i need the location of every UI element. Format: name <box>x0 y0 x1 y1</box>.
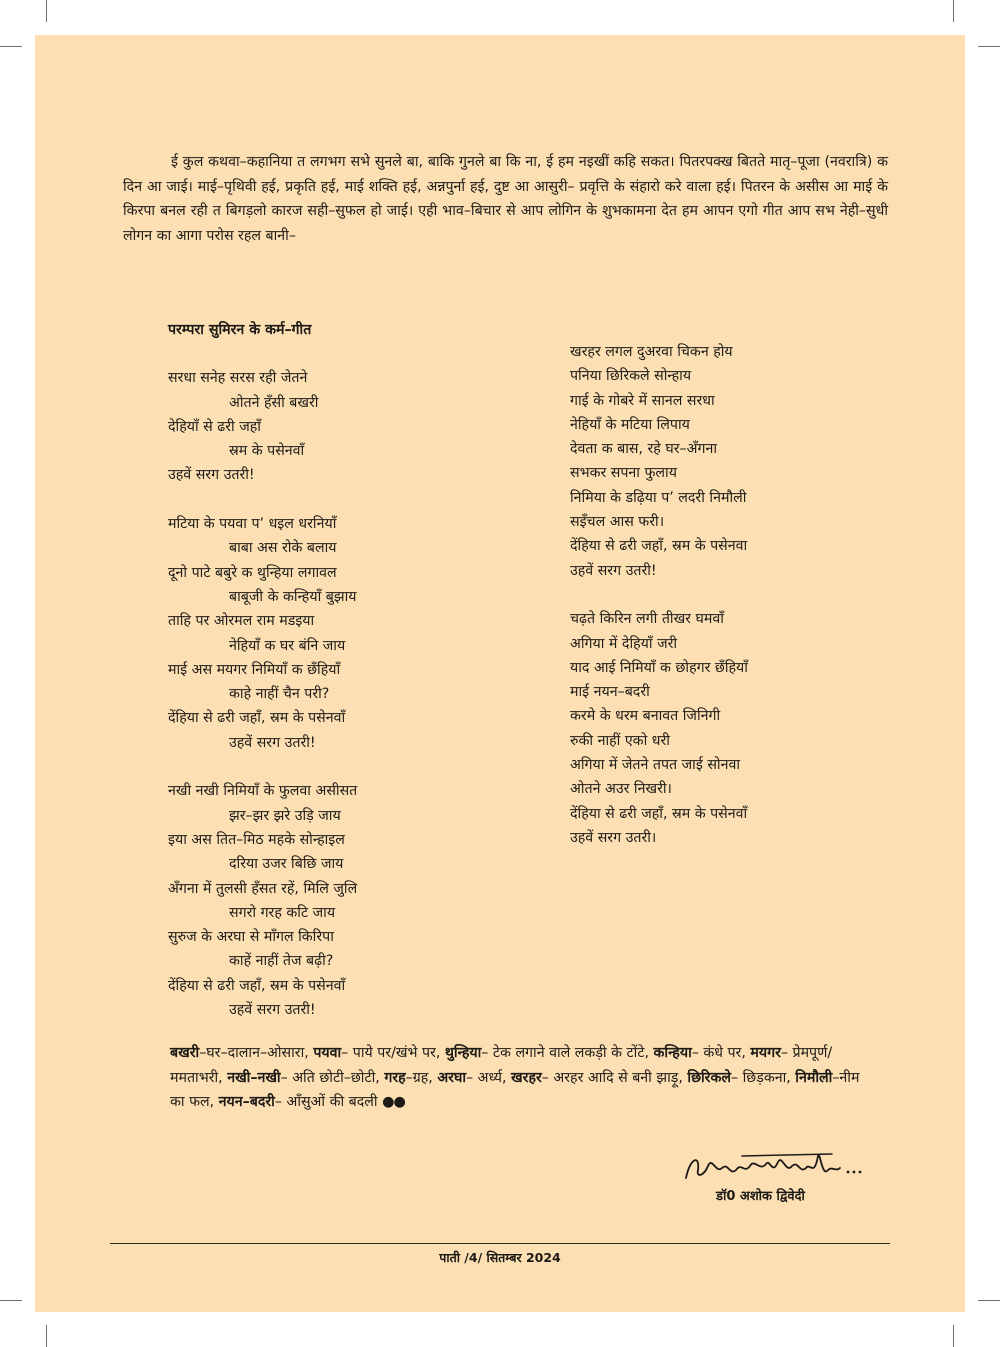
author-name: डॉ0 अशोक द्विवेदी <box>716 1189 805 1204</box>
poem-line: इया अस तित–मिठ महके सोन्हाइल <box>168 831 345 848</box>
poem-line: उहवें सरग उतरी! <box>229 734 316 751</box>
poem-line: काहे नाहीं चैन परी? <box>229 686 330 703</box>
poem-line: चढ़ते किरिन लगी तीखर घमवाँ <box>570 611 724 628</box>
poem-line: रुकी नाहीं एको धरी <box>570 732 670 749</box>
poem-right-lines <box>570 340 910 850</box>
poem-line: बाबा अस रोके बलाय <box>229 540 337 557</box>
poem-line: देंहिया से ढरी जहाँ, स्रम के पसेनवा <box>570 538 748 555</box>
poem-line <box>570 583 910 607</box>
poem-line: देहियाँ से ढरी जहाँ <box>168 418 261 435</box>
poem-line: करमे के धरम बनावत जिनिगी <box>570 708 721 725</box>
poem-line: ओतने अउर निखरी। <box>570 781 672 798</box>
glossary-term: कन्हिया <box>653 1045 692 1061</box>
poem-line: सरधा सनेह सरस रही जेतने <box>168 370 308 387</box>
poem-line: मटिया के पयवा प’ धइल धरनियाँ <box>168 516 337 533</box>
poem-line <box>168 755 528 779</box>
poem-line: झर–झर झरे उड़ि जाय <box>229 807 341 824</box>
crop-mark <box>0 46 22 47</box>
glossary-term: पयवा <box>313 1045 342 1061</box>
glossary-term: अरघा <box>437 1069 467 1086</box>
glossary-meaning: – टेक लगाने वाले लकड़ी के टोंटे, <box>481 1045 654 1061</box>
glossary-meaning: – छिड़कना, <box>731 1069 796 1086</box>
poem-line: उहवें सरग उतरी! <box>168 467 255 484</box>
poem-line: ताहि पर ओरमल राम मडइया <box>168 613 315 630</box>
poem-line: अँगना में तुलसी हँसत रहें, मिलि जुलि <box>168 880 358 897</box>
poem-line: उहवें सरग उतरी! <box>229 1002 316 1019</box>
glossary-term: बखरी <box>170 1045 200 1061</box>
crop-mark <box>46 1325 47 1347</box>
glossary-meaning: –घर–दालान–ओसारा, <box>199 1045 314 1061</box>
poem-line: सगरो गरह कटि जाय <box>229 904 336 921</box>
glossary-meaning: – अरहर आदि से बनी झाड़ू, <box>541 1069 688 1086</box>
poem-line: नखी नखी निमियाँ के फुलवा असीसत <box>168 783 358 800</box>
glossary-meaning: –ग्रह, <box>405 1069 438 1086</box>
poem-line: पनिया छिरिकले सोन्हाय <box>570 368 692 385</box>
poem-line: अगिया में देहियाँ जरी <box>570 635 678 652</box>
poem-line: सइँचल आस फरी। <box>570 514 665 531</box>
glossary-meaning: – आँसुओं की बदली <box>274 1094 383 1110</box>
crop-mark <box>0 1300 22 1301</box>
poem-line: माई नयन–बदरी <box>570 684 650 701</box>
glossary-term: छिरिकले <box>687 1069 732 1086</box>
poem-line: ओतने हँसी बखरी <box>229 394 319 411</box>
poem-line: सुरुज के अरघा से माँगल किरिपा <box>168 929 334 946</box>
poem-left-lines <box>168 366 528 1022</box>
crop-mark <box>978 1300 1000 1301</box>
poem-line: स्रम के पसेनवाँ <box>229 443 305 460</box>
intro-paragraph <box>123 150 888 248</box>
poem-right-column <box>570 340 910 850</box>
poem-line: उहवें सरग उतरी। <box>570 829 657 846</box>
poem-line: दूनो पाटे बबुरे क थुन्हिया लगावल <box>168 564 337 581</box>
poem-line: देंहिया से ढरी जहाँ, स्रम के पसेनवाँ <box>570 805 748 822</box>
footer-rule <box>110 1243 890 1244</box>
glossary-meaning: – अति छोटी–छोटी, <box>280 1069 385 1086</box>
author-signature <box>682 1148 888 1186</box>
poem-title: परम्परा सुमिरन के कर्म–गीत <box>168 322 312 338</box>
poem-line: देंहिया से ढरी जहाँ, स्रम के पसेनवाँ <box>168 977 346 994</box>
poem-line: बाबूजी के कन्हियाँ बुझाय <box>229 588 357 605</box>
crop-mark <box>46 0 47 22</box>
glossary-term: नयन–बदरी <box>218 1094 275 1110</box>
glossary-term: खरहर <box>511 1069 542 1086</box>
poem-line: उहवें सरग उतरी! <box>570 562 657 579</box>
crop-mark <box>978 46 1000 47</box>
poem-line: निमिया के डढ़िया प’ लदरी निमौली <box>570 489 747 506</box>
glossary <box>170 1041 860 1115</box>
end-mark: ●● <box>382 1094 405 1110</box>
poem-line: देवता क बास, रहे घर–अँगना <box>570 441 717 458</box>
glossary-meaning: – अर्ध्य, <box>466 1069 512 1086</box>
glossary-meaning: – प्रेमपूर्ण/ममताभरी, <box>170 1045 833 1086</box>
page-folio: पाती /4/ सितम्बर 2024 <box>439 1250 561 1265</box>
intro-text: ई कुल कथवा–कहानिया त लगभग सभे सुनले बा, बाकि गुनले बा कि ना, ई हम नइखीं कहि सकत। पितरपक्ख बितते मातृ–पूजा (नवरात्रि) क दिन आ जाई। माई–पृथिवी हई, प्रकृति हई, माई शक्ति हई, अन्नपुर्ना हई, दुष्ट आ आसुरी– प्रवृत्ति के संहारो करे वाला हई। पितरन के असीस आ माई के किरपा बनल रही त बिगड़लो कारज सही–सुफल हो जाई। एही भाव–बिचार से आप लोगिन के शुभकामना देत हम आपन एगो गीत आप सभ नेही–सुधी लोगन का आगा परोस रहल बानी– <box>123 154 888 244</box>
glossary-term: थुन्हिया <box>444 1045 482 1061</box>
poem-line: गाई के गोबरे में सानल सरधा <box>570 392 715 409</box>
poem-line: माई अस मयगर निमियाँ क छँहियाँ <box>168 661 341 678</box>
crop-mark <box>953 1325 954 1347</box>
poem-line: याद आई निमियाँ क छोहगर छँहियाँ <box>570 659 748 676</box>
glossary-meaning: – पाये पर/खंभे पर, <box>341 1045 445 1061</box>
poem-line <box>168 488 528 512</box>
glossary-meaning: –नीम का फल, <box>170 1069 860 1110</box>
poem-line: नेहियाँ के मटिया लिपाय <box>570 416 690 433</box>
glossary-term: नखी–नखी <box>227 1069 281 1086</box>
crop-mark <box>953 0 954 22</box>
poem-line: काहें नाहीं तेज बढ़ी? <box>229 953 334 970</box>
glossary-term: गरह <box>384 1069 406 1086</box>
glossary-meaning: – कंधे पर, <box>691 1045 751 1061</box>
poem-line: नेहियाँ क घर बंनि जाय <box>229 637 346 654</box>
glossary-term: निमौली <box>795 1069 833 1086</box>
glossary-term: मयगर <box>750 1045 781 1061</box>
poem-line: अगिया में जेतने तपत जाई सोनवा <box>570 757 741 774</box>
poem-line: सभकर सपना फुलाय <box>570 465 677 482</box>
poem-left-column <box>168 318 528 1022</box>
poem-line: दरिया उजर बिछि जाय <box>229 856 344 873</box>
poem-line: खरहर लगल दुअरवा चिकन होय <box>570 344 733 360</box>
poem-line: देंहिया से ढरी जहाँ, स्रम के पसेनवाँ <box>168 710 346 727</box>
